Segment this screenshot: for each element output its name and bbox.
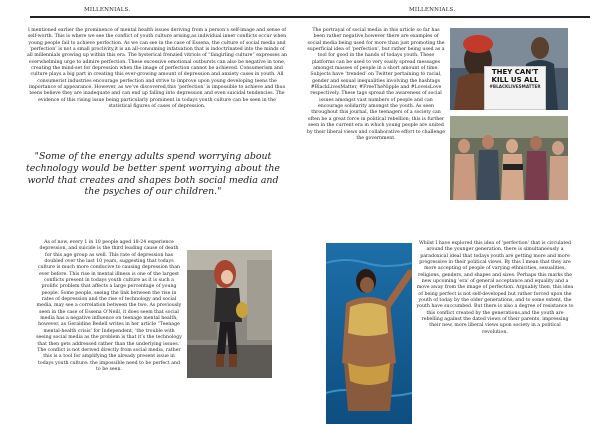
header-label-right: MILLENNIALS.: [409, 7, 456, 13]
street-fashion-image: [187, 250, 272, 378]
right-bottom-paragraph: Whilst I have explored this idea of ‘perfection’ that is circulated around the younger generation, there is simultaneously a paradoxical ideal that todays youth are getting more and more progressive in their political views. By this I mean that they are more accepting of people of varying ethnicities, sexualities, religions, genders, and shapes and sizes. Perhaps this marks the new upcoming ‘era’ of general acceptance and equality and a move away from the image of perfection. Arguably then, this idea of being perfect is not self-developed but rather forced upon the youth of today by the older generations, and to some extent, the youth have succumbed. But there is also a degree of resistance to this conflict created by the generations,and the youth are rebelling against the dated views of their parents, impressing their new, more liberal views upon society in a political revolution.: [416, 241, 574, 335]
header-label-left: MILLENNIALS.: [84, 7, 131, 13]
body-positive-pool-photo: [326, 243, 412, 424]
protest-sign-line-1: THEY CAN'T: [491, 68, 539, 76]
parade-crowd-image: [450, 116, 568, 200]
pool-image: [326, 243, 412, 424]
street-fashion-photo: [187, 250, 272, 378]
header-rule-left: [30, 16, 300, 18]
pull-quote: "Some of the energy adults spend worrying about technology would be better spent worrying about the world that creates and shapes both social media and the psyches of our children.": [26, 151, 280, 198]
header-rule-right: [300, 16, 590, 18]
protest-photo: [450, 28, 568, 110]
left-top-paragraph: I mentioned earlier the prominence of mental health issues deriving from a person’s self-image and sense of self-worth. This is where we see the conflict of youth culture arising,as individual inner conflicts occur when young people fail to achieve perfection. As we can see in the case of Essena, the culture of social media and ‘perfection’ is not a small proclivity,it is an all-consuming infatuation that is indoctrinated into the minds of all millennials growing up within this era. The hysterical frenzied vitriols of “fangirling culture” expresses an overwhelming urge to admire perfection. These excessive emotional outbursts can also be negative in tone, creating the mind-set for depression when the image of perfection cannot be achieved. Consumerism and culture plays a big part in creating this ever-growing amount of depression and anxiety cases in youth. All consumerist industries encourage perfection and strive to improve upon young developing teens the importance of appearance. However, as we’ve discovered,this ‘perfection’ is impossible to achieve and thus teens believe they are inadequate and can end up falling into depression and even suicidal tendencies. The evidence of this rising issue being particularly prominent in todays youth culture can be seen in the statistical figures of cases of depression.: [26, 28, 288, 110]
protest-sign: [484, 66, 546, 110]
left-bottom-paragraph: As of now, every 1 in 10 people aged 18-24 experience depression, and suicide is the third leading cause of death for this age group as well. This rate of depression has doubled over the last 10 years, suggesting that todays culture is much more conducive to causing depression than ever before. This rise in mental illness is one of the largest conflicts present in todays youth culture as it is such a prolific problem that affects a large percentage of young people. Some people, seeing the link between the rise in rates of depression and the rise of technology and social media, may see a correlation between the two. As previously seen in the case of Essena O’Neill, it does seem that social media has a negative influence on teenage mental health, however, as Geraldine Bedell writes in her article “Teenage mental-health crisis’ for Independent, ‘the trouble with seeing social media as the problem is that it’s the technology that then gets addressed rather than the underlying issues.’ The conflict is not derived directly from social media, rather this is a tool for amplifying the already present issue in todays youth culture: the impossible need to be perfect and to be seen.: [36, 240, 182, 372]
protest-sign-hashtag: #BLACKLIVESMATTER: [489, 84, 541, 90]
right-top-paragraph: The portrayal of social media in this article so far has been rather negative,however there are examples of social media being used for more than just promoting the superficial idea of ‘perfection’, but rather being used as a tool for good in the hands of todays youth. These platforms can be used to very easily spread messages amongst masses of people in a short amount of time. Subjects have ‘trended’ on Twitter pertaining to racial, gender and sexual inequalities involving the hashtags #BlackLivesMatter, #FreeTheNipple and #LoveisLove respectively. These tags spread the awareness of social issues amongst vast numbers of people and can encourage solidarity amongst the youth. As seen throughout this journal, the teenagers of a society can often be a great force in political rebellion; this is further seen in the current era in which young people are united by their liberal views and collaborative effort to challenge the government.: [306, 28, 446, 141]
protest-sign-line-2: KILL US ALL: [491, 75, 539, 84]
parade-crowd-photo: [450, 116, 568, 200]
